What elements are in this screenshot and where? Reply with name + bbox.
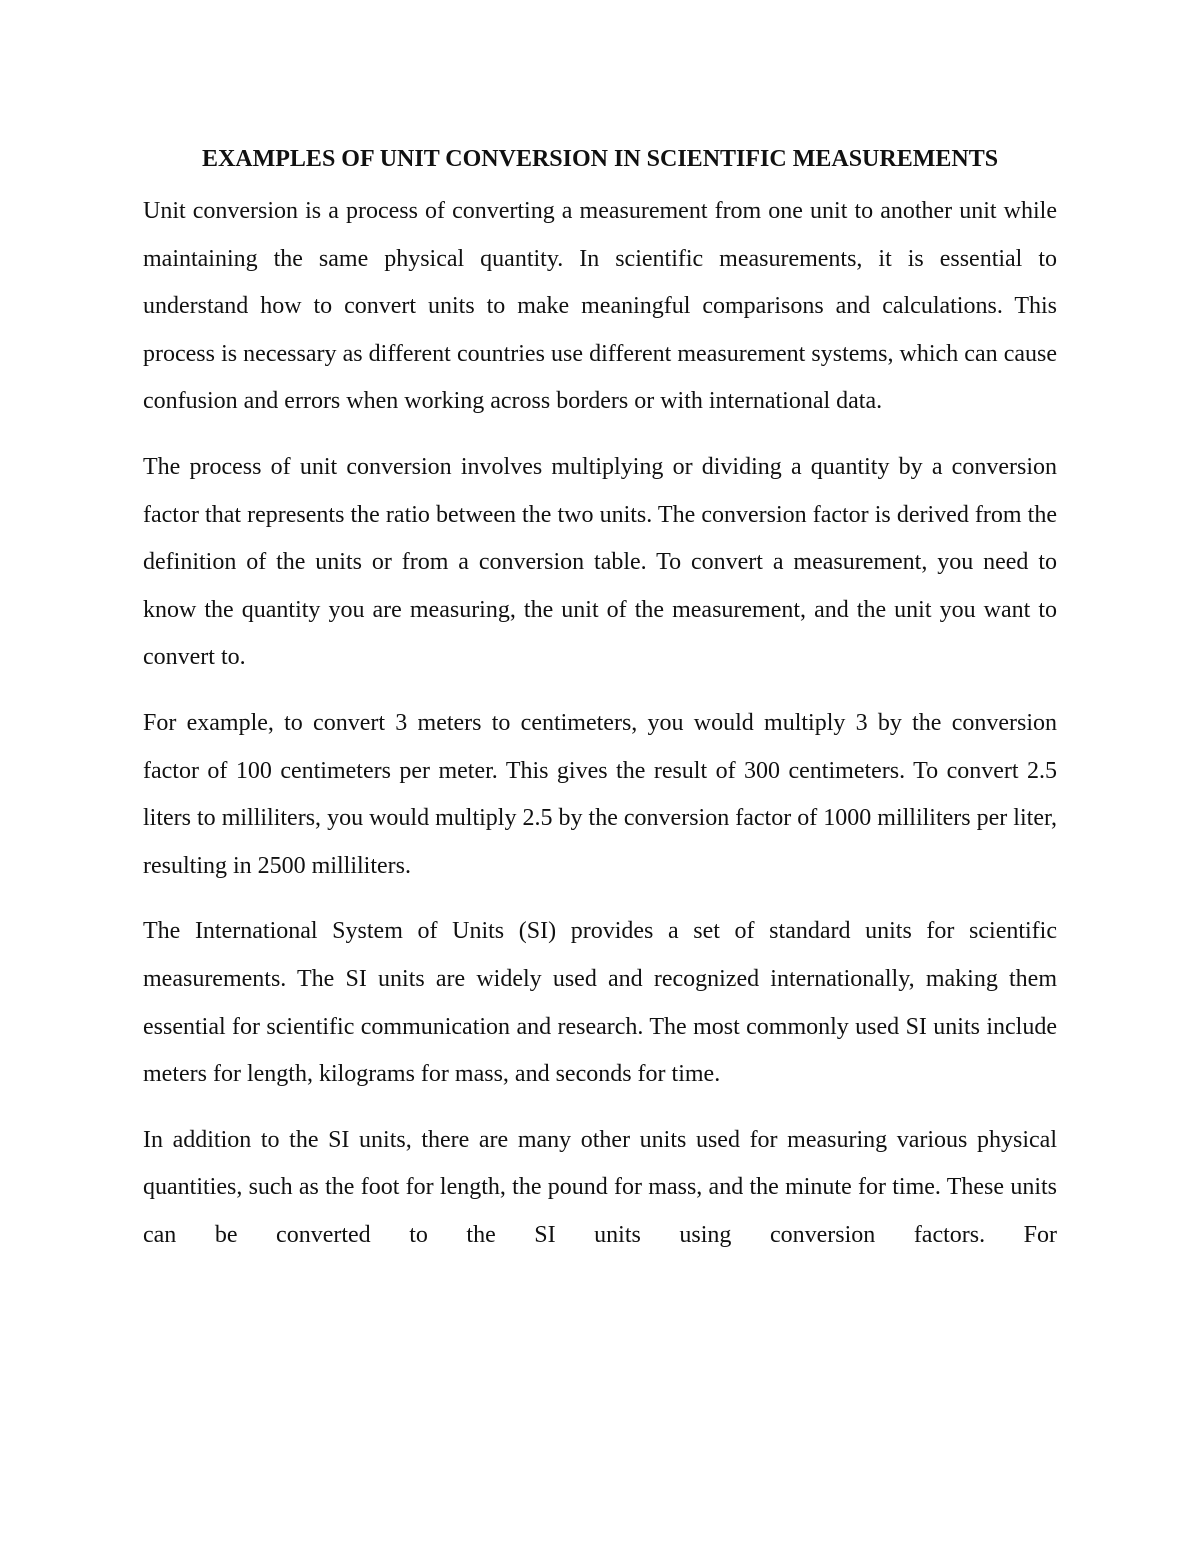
paragraph-conversion-process: The process of unit conversion involves multiplying or dividing a quantity by a conversion factor that represents the ratio between the two units. The conversion factor is derived from the definition of the units or from a conversion table. To convert a measurement, you need to know the quantity you are measuring, the unit of the measurement, and the unit you want to convert to.	[143, 453, 1057, 671]
paragraph-conversion-examples: For example, to convert 3 meters to centimeters, you would multiply 3 by the conversion factor of 100 centimeters per meter. This gives the result of 300 centimeters. To convert 2.5 liters to milliliters, you would multiply 2.5 by the conversion factor of 1000 milliliters per liter, resulting in 2500 milliliters.	[143, 709, 1057, 879]
document-title: EXAMPLES OF UNIT CONVERSION IN SCIENTIFIC MEASUREMENTS	[201, 146, 999, 172]
paragraph-other-units: In addition to the SI units, there are many other units used for measuring various physical quantities, such as the foot for length, the pound for mass, and the minute for time. These units can be converted to the SI units using conversion factors. For	[143, 1126, 1057, 1248]
paragraph-si-units: The International System of Units (SI) provides a set of standard units for scientific measurements. The SI units are widely used and recognized internationally, making them essential for scientific communication and research. The most commonly used SI units include meters for length, kilograms for mass, and seconds for time.	[143, 918, 1057, 1088]
paragraph-unit-conversion-definition: Unit conversion is a process of converting a measurement from one unit to another unit while maintaining the same physical quantity. In scientific measurements, it is essential to understand how to convert units to make meaningful comparisons and calculations. This process is necessary as different countries use different measurement systems, which can cause confusion and errors when working across borders or with international data.	[143, 198, 1057, 415]
document-body	[143, 139, 1057, 1277]
